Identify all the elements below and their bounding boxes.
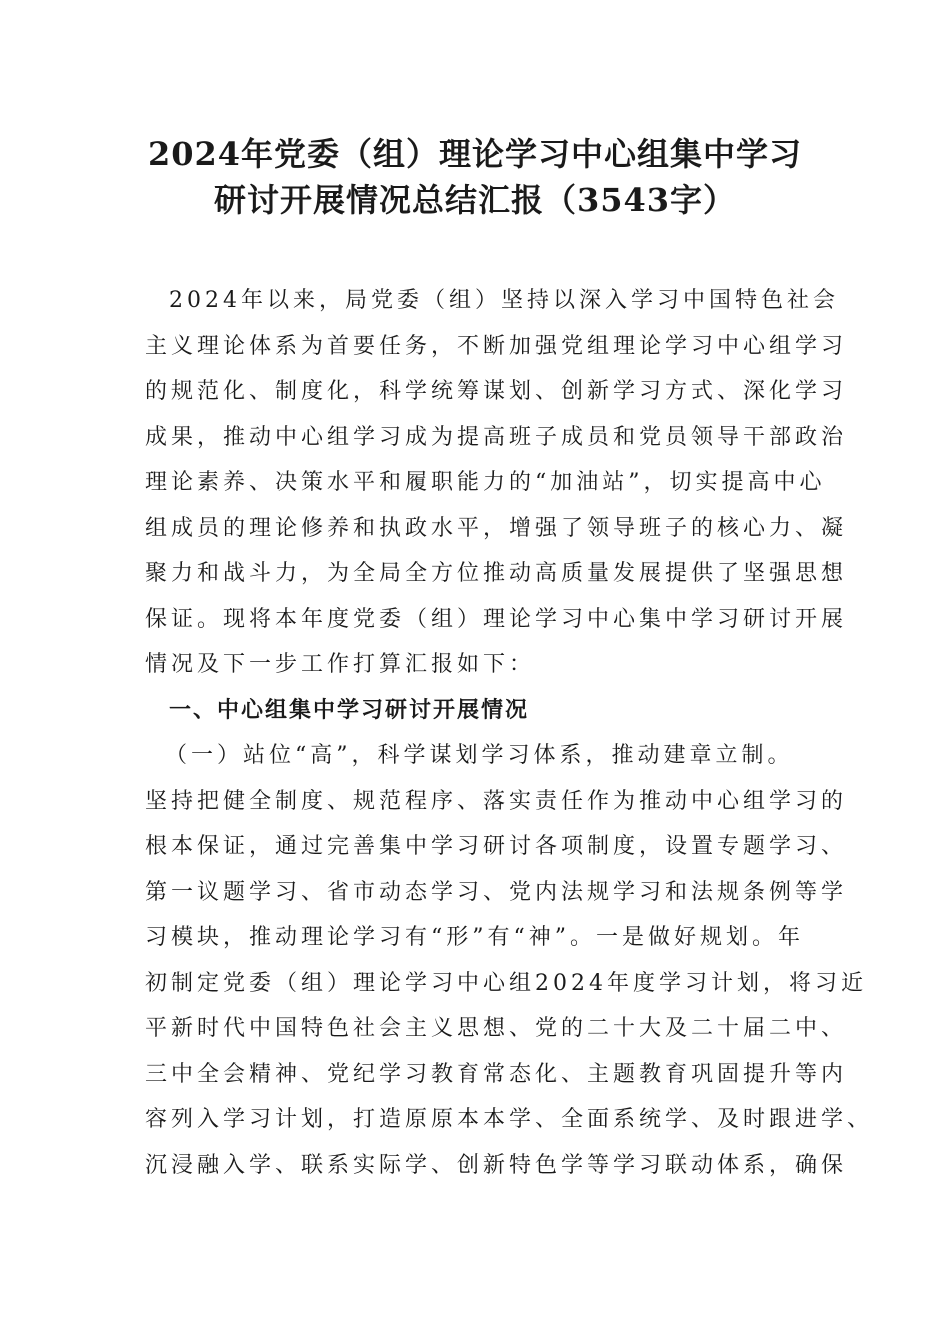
intro-line: 的规范化、制度化，科学统筹谋划、创新学习方式、深化学习 (145, 379, 848, 404)
intro-line: 成果，推动中心组学习成为提高班子成员和党员领导干部政治 (145, 424, 848, 450)
section-heading: 一、中心组集中学习研讨开展情况 (169, 697, 530, 723)
document-body (145, 278, 874, 1188)
subsection-line: 沉浸融入学、联系实际学、创新特色学等学习联动体系，确保 (145, 1152, 848, 1178)
subsection-line: 平新时代中国特色社会主义思想、党的二十大及二十届二中、 (145, 1016, 848, 1041)
subsection-line: 容列入学习计划，打造原原本本学、全面系统学、及时跟进学、 (145, 1107, 874, 1132)
subsection-line: 习模块，推动理论学习有“形”有“神”。一是做好规划。年 (145, 925, 804, 950)
intro-line: 主义理论体系为首要任务，不断加强党组理论学习中心组学习 (145, 333, 848, 359)
subsection-line: 第一议题学习、省市动态学习、党内法规学习和法规条例等学 (145, 879, 848, 905)
intro-line: 理论素养、决策水平和履职能力的“加油站”，切实提高中心 (145, 470, 826, 495)
intro-line: 组成员的理论修养和执政水平，增强了领导班子的核心力、凝 (145, 515, 848, 541)
title-line: 研讨开展情况总结汇报（3543字） (213, 180, 737, 219)
subsection-line: 初制定党委（组）理论学习中心组2024年度学习计划，将习近 (145, 970, 867, 996)
subsection-line: 根本保证，通过完善集中学习研讨各项制度，设置专题学习、 (145, 834, 848, 859)
intro-line: 聚力和战斗力，为全局全方位推动高质量发展提供了坚强思想 (145, 561, 848, 586)
title-line: 2024年党委（组）理论学习中心组集中学习 (147, 135, 803, 173)
document-title (80, 132, 870, 223)
subsection-line: （一）站位“高”，科学谋划学习体系，推动建章立制。 (165, 743, 794, 768)
subsection-line: 坚持把健全制度、规范程序、落实责任作为推动中心组学习的 (145, 788, 848, 814)
intro-line: 2024年以来，局党委（组）坚持以深入学习中国特色社会 (169, 288, 839, 313)
subsection-line: 三中全会精神、党纪学习教育常态化、主题教育巩固提升等内 (145, 1061, 848, 1087)
intro-line: 保证。现将本年度党委（组）理论学习中心集中学习研讨开展 (145, 606, 848, 632)
intro-line: 情况及下一步工作打算汇报如下： (145, 652, 536, 677)
